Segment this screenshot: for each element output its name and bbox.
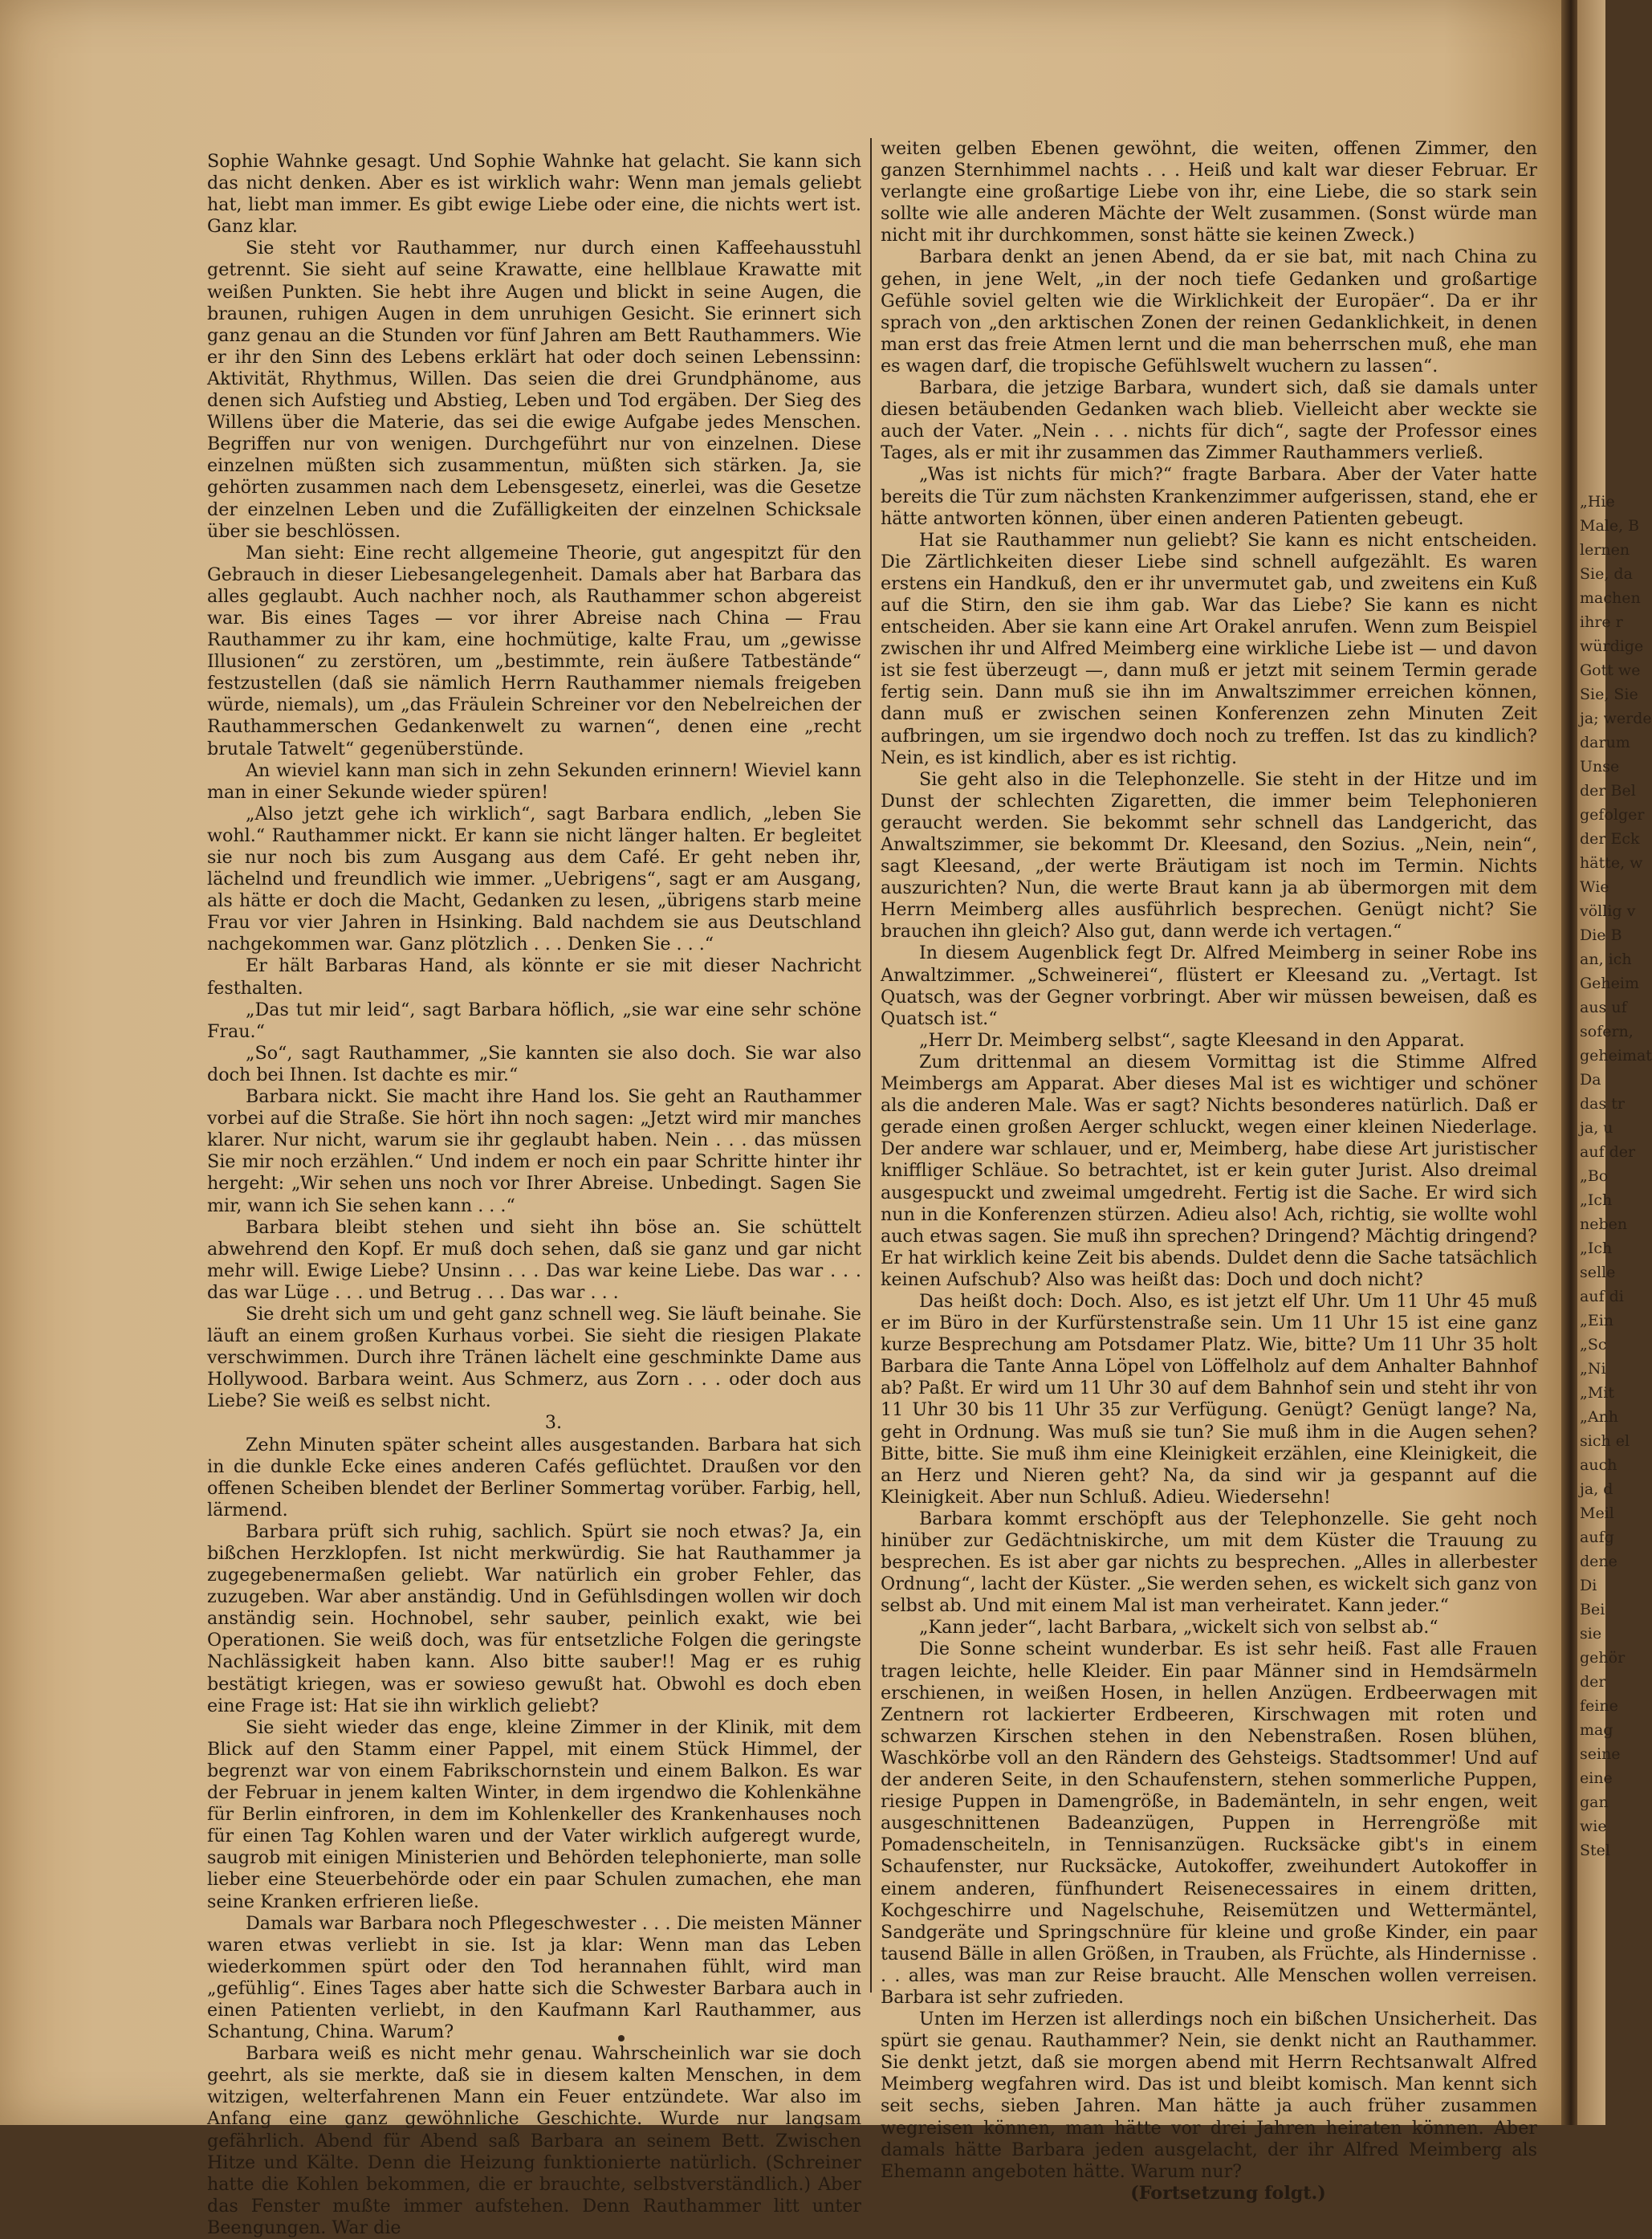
next-page-fragment: lernen <box>1580 541 1630 559</box>
right-text-column <box>881 138 1537 2204</box>
paragraph: Zum drittenmal an diesem Vormittag ist die Stimme Alfred Meimbergs am Apparat. Aber dieses Mal ist es wichtiger und schöner als die anderen Male. Was er sagt? Nichts besonderes natürlich. Daß er gerade einen großen Aerger schluckt, wegen einer kleinen Niederlage. Der andere war schlauer, und er, Meimberg, habe diese Art juristischer kniffliger Schläue. So betrachtet, ist er kein guter Jurist. Also dreimal ausgespuckt und zweimal umgedreht. Fertig ist die Sache. Er wird sich nun in die Konferenzen stürzen. Adieu also! Ach, richtig, sie wollte wohl auch etwas sagen. Sie muß ihn sprechen? Dringend? Mächtig dringend? Er hat wirklich keine Zeit bis abends. Duldet denn die Sache tatsächlich keinen Aufschub? Also was heißt das: Doch und doch nicht? <box>881 1051 1537 1290</box>
paragraph: Barbara weiß es nicht mehr genau. Wahrscheinlich war sie doch geehrt, als sie merkte, daß sie in diesem kalten Menschen, in dem witzigen, welterfahrenen Mann ein Feuer entzündete. War also im Anfang eine ganz gewöhnliche Geschichte. Wurde nur langsam gefährlich. Abend für Abend saß Barbara an seinem Bett. Zwischen Hitze und Kälte. Denn die Heizung funktionierte natürlich. (Schreiner hatte die Kohlen bekommen, die er brauchte, selbstverständlich.) Aber das Fenster mußte immer aufstehen. Denn Rauthammer litt unter Beengungen. War die <box>207 2043 861 2238</box>
paragraph: weiten gelben Ebenen gewöhnt, die weiten, offenen Zimmer, den ganzen Sternhimmel nachts . . . Heiß und kalt war dieser Februar. Er verlangte eine großartige Liebe von ihr, eine Liebe, die so stark sein sollte wie alle anderen Mächte der Welt zusammen. (Sonst würde man nicht mit ihr durchkommen, sonst hätte sie keinen Zweck.) <box>881 138 1537 246</box>
next-page-fragment: sofern, <box>1580 1023 1634 1040</box>
adjacent-page-edge <box>1577 0 1652 2125</box>
paragraph: Unten im Herzen ist allerdings noch ein bißchen Unsicherheit. Das spürt sie genau. Rauthammer? Nein, sie denkt nicht an Rauthammer. Sie denkt jetzt, daß sie morgen abend mit Herrn Rechtsanwalt Alfred Meimberg wegfahren wird. Das ist und bleibt komisch. Man kennt sich seit sechs, sieben Jahren. Man hätte ja auch früher zusammen wegreisen können, man hätte vor drei Jahren heiraten können. Aber damals hätte Barbara jeden ausgelacht, der ihr Alfred Meimberg als Ehemann angeboten hätte. Warum nur? <box>881 2009 1537 2182</box>
paragraph: Sie sieht wieder das enge, kleine Zimmer in der Klinik, mit dem Blick auf den Stamm einer Pappel, mit einem Stück Himmel, der begrenzt war von einem Fabrikschornstein und einem Balkon. Es war der Februar in jenem kalten Winter, in dem irgendwo die Kohlenkähne für Berlin einfroren, in dem im Kohlenkeller des Krankenhauses noch für einen Tag Kohlen waren und der Vater wirklich aufgeregt wurde, saugrob mit einigen Ministerien und Behörden telephonierte, man solle lieber eine Steuerbehörde oder ein paar Schulen zumachen, ehe man seine Kranken erfrieren ließe. <box>207 1716 861 1912</box>
paragraph: An wieviel kann man sich in zehn Sekunden erinnern! Wieviel kann man in einer Sekunde wieder spüren! <box>207 759 861 803</box>
next-page-fragment: „Ich <box>1580 1191 1613 1209</box>
next-page-fragment: seine <box>1580 1745 1621 1763</box>
next-page-fragment: „Mit <box>1580 1384 1615 1402</box>
next-page-fragment: an, ich <box>1580 951 1632 968</box>
paragraph: „So“, sagt Rauthammer, „Sie kannten sie also doch. Sie war also doch bei Ihnen. Ist dachte es mir.“ <box>207 1042 861 1085</box>
next-page-fragment: Gott we <box>1580 662 1641 679</box>
next-page-fragment: sich el <box>1580 1432 1630 1450</box>
section-number: 3. <box>544 1412 563 1434</box>
next-page-fragment: der <box>1580 1673 1606 1691</box>
paragraph: „Herr Dr. Meimberg selbst“, sagte Kleesand in den Apparat. <box>919 1029 1465 1051</box>
paragraph: Sie dreht sich um und geht ganz schnell weg. Sie läuft beinahe. Sie läuft an einem großen Kurhaus vorbei. Sie sieht die riesigen Plakate verschwimmen. Durch ihre Tränen lächelt eine geschminkte Dame aus Hollywood. Barbara weint. Aus Schmerz, aus Zorn . . . oder doch aus Liebe? Sie weiß es selbst nicht. <box>207 1303 861 1412</box>
paragraph: Die Sonne scheint wunderbar. Es ist sehr heiß. Fast alle Frauen tragen leichte, helle Kleider. Ein paar Männer sind in Hemdsärmeln erschienen, in weißen Hosen, in hellen Anzügen. Erdbeerwagen mit Zentnern rot lackierter Erdbeeren, Kirschwagen mit roten und schwarzen Kirschen stehen in den Nebenstraßen. Rosen blühen, Waschkörbe voll an den Rändern des Gehsteigs. Stadtsommer! Und auf der anderen Seite, in den Schaufenstern, stehen sommerliche Puppen, riesige Puppen in Damengröße, in Bademänteln, in sehr engen, weit ausgeschnittenen Badeanzügen, Puppen in Herrengröße mit Pomadenscheiteln, in Tennisanzügen. Rucksäcke gibt's in einem Schaufenster, nur Rucksäcke, Autokoffer, zweihundert Autokoffer in einem anderen, fünfhundert Reisenecessaires in einem dritten, Kochgeschirre und Nagelschuhe, Reisemützen und Wettermäntel, Sandgeräte und Springschnüre für kleine und große Kinder, ein paar tausend Bälle in allen Größen, in Trauben, als Früchte, als Hindernisse . . . alles, was man zur Reise braucht. Alle Menschen wollen verreisen. Barbara ist sehr zufrieden. <box>881 1639 1537 2008</box>
next-page-fragment: sie <box>1580 1625 1602 1643</box>
paragraph: Barbara denkt an jenen Abend, da er sie bat, mit nach China zu gehen, in jene Welt, „in der noch tiefe Gedanken und großartige Gefühle soviel gelten wie die Wirklichkeit der Europäer“. Da er ihr sprach von „den arktischen Zonen der reinen Gedanklichkeit, in denen man erst das freie Atmen lernt und die man beherrschen muß, ehe man es wagen darf, die tropische Gefühlswelt wuchern zu lassen“. <box>881 246 1537 377</box>
next-page-fragment: gehör <box>1580 1649 1626 1667</box>
paragraph: Sie steht vor Rauthammer, nur durch einen Kaffeehausstuhl getrennt. Sie sieht auf seine Krawatte, eine hellblaue Krawatte mit weißen Punkten. Sie hebt ihre Augen und blickt in seine Augen, die braunen, ruhigen Augen in dem unruhigen Gesicht. Sie erinnert sich ganz genau an die Stunden vor fünf Jahren am Bett Rauthammers. Wie er ihr den Sinn des Lebens erklärt hat oder doch seinen Lebenssinn: Aktivität, Rhythmus, Willen. Das seien die drei Grundphänome, aus denen sich Aufstieg und Abstieg, Leben und Tod ergäben. Der Sieg des Willens über die Materie, das sei die ewige Aufgabe jedes Menschen. Begriffen nur von wenigen. Durchgeführt nur von einzelnen. Diese einzelnen müßten sich zusammentun, müßten sich stärken. Ja, sie gehörten zusammen nach dem Lebensgesetz, einerlei, was die Gesetze der einzelnen Leben und die Zufälligkeiten der einzelnen Schicksale über sie beschlössen. <box>207 238 861 542</box>
next-page-fragment: Bei <box>1580 1601 1605 1618</box>
next-page-fragment: würdige <box>1580 637 1644 655</box>
next-page-fragment: auf di <box>1580 1288 1624 1305</box>
next-page-fragment: Sie, da <box>1580 565 1633 583</box>
next-page-fragment: Male, B <box>1580 517 1640 535</box>
next-page-fragment: aufg <box>1580 1529 1614 1546</box>
paragraph: Man sieht: Eine recht allgemeine Theorie, gut angespitzt für den Gebrauch in dieser Liebesangelegenheit. Damals aber hat Barbara das alles geglaubt. Auch nachher noch, als Rauthammer schon abgereist war. Bis eines Tages — vor ihrer Abreise nach China — Frau Rauthammer zu ihr kam, eine hochmütige, kalte Frau, um „gewisse Illusionen“ zu zerstören, um „bestimmte, rein äußere Tatbestände“ festzustellen (daß sie nämlich Herrn Rauthammer niemals freigeben würde, niemals), um „das Fräulein Schreiner vor den Nebelreichen der Rauthammerschen Gedankenwelt zu warnen“, denen eine „recht brutale Tatwelt“ gegenüberstünde. <box>207 542 861 759</box>
next-page-fragment: gefolger <box>1580 806 1645 824</box>
next-page-fragment: geheimat <box>1580 1047 1652 1065</box>
ink-spot <box>618 2035 625 2042</box>
continued-note: (Fortsetzung folgt.) <box>1130 2182 1326 2204</box>
next-page-fragment: das tr <box>1580 1095 1625 1113</box>
next-page-fragment: ja, d <box>1580 1480 1613 1498</box>
paragraph: „Kann jeder“, lacht Barbara, „wickelt sich von selbst ab.“ <box>919 1617 1438 1639</box>
column-divider <box>870 138 872 1993</box>
paragraph: Zehn Minuten später scheint alles ausgestanden. Barbara hat sich in die dunkle Ecke eines anderen Cafés geflüchtet. Draußen vor den offenen Scheiben blendet der Berliner Sommertag vorüber. Farbig, hell, lärmend. <box>207 1434 861 1520</box>
paragraph: Sophie Wahnke gesagt. Und Sophie Wahnke hat gelacht. Sie kann sich das nicht denken. Aber es ist wirklich wahr: Wenn man jemals geliebt hat, liebt man immer. Es gibt ewige Liebe oder eine, die nichts wert ist. Ganz klar. <box>207 151 861 238</box>
next-page-fragment: Stel <box>1580 1842 1610 1859</box>
next-page-fragment: dene <box>1580 1553 1617 1570</box>
paragraph: „Also jetzt gehe ich wirklich“, sagt Barbara endlich, „leben Sie wohl.“ Rauthammer nickt. Er kann sie nicht länger halten. Er begleitet sie nur noch bis zum Ausgang aus dem Café. Er geht neben ihr, lächelnd und freundlich wie immer. „Uebrigens“, sagt er am Ausgang, als hätte er doch die Macht, Gedanken zu lesen, „übrigens starb meine Frau vor vier Jahren in Hsinking. Bald nachdem sie aus Deutschland nachgekommen war. Ganz plötzlich . . . Denken Sie . . .“ <box>207 803 861 955</box>
next-page-fragment: ja, u <box>1580 1119 1613 1137</box>
paragraph: Barbara kommt erschöpft aus der Telephonzelle. Sie geht noch hinüber zur Gedächtniskirche, um mit dem Küster die Trauung zu besprechen. Es ist aber gar nichts zu besprechen. „Alles in allerbester Ordnung“, lacht der Küster. „Sie werden sehen, es wickelt sich ganz von selbst ab. Und mit einem Mal ist man verheiratet. Kann jeder.“ <box>881 1508 1537 1617</box>
paragraph: Damals war Barbara noch Pflegeschwester . . . Die meisten Männer waren etwas verliebt in sie. Ist ja klar: Wenn man das Leben wiederkommen spürt oder den Tod herannahen fühlt, wird man „gefühlig“. Eines Tages aber hatte sich die Schwester Barbara auch in einen Patienten verliebt, in den Kaufmann Karl Rauthammer, aus Schantung, China. Warum? <box>207 1912 861 2043</box>
next-page-fragment: der Eck <box>1580 830 1640 848</box>
next-page-fragment: ihre r <box>1580 613 1623 631</box>
next-page-fragment: „Ich <box>1580 1240 1613 1257</box>
next-page-fragment: feine <box>1580 1697 1618 1715</box>
paragraph: „Was ist nichts für mich?“ fragte Barbara. Aber der Vater hatte bereits die Tür zum nächsten Krankenzimmer aufgerissen, stand, ehe er hätte antworten können, über einen anderen Patienten gebeugt. <box>881 464 1537 529</box>
next-page-fragment: der Bel <box>1580 782 1636 800</box>
next-page-fragment: auf der <box>1580 1143 1636 1161</box>
paragraph: Hat sie Rauthammer nun geliebt? Sie kann es nicht entscheiden. Die Zärtlichkeiten dieser Liebe sind schnell aufgezählt. Es waren erstens ein Handkuß, den er ihr unvermutet gab, und zweitens ein Kuß auf die Stirn, den sie ihm gab. War das Liebe? Sie kann es nicht entscheiden. Aber sie kann eine Art Orakel anrufen. Wenn zum Beispiel zwischen ihr und Alfred Meimberg eine wirkliche Liebe ist — und davon ist sie fest überzeugt —, dann muß er jetzt mit seinem Termin gerade fertig sein. Dann muß sie ihn im Anwaltszimmer erreichen können, dann muß er zwischen seinen Konferenzen zehn Minuten Zeit aufbringen, um sie irgendwo doch noch zu treffen. Ist das zu kindlich? Nein, es ist kindlich, aber es ist richtig. <box>881 529 1537 768</box>
next-page-fragment: völlig v <box>1580 902 1636 920</box>
next-page-fragment: Geheim <box>1580 975 1639 992</box>
paragraph: Barbara nickt. Sie macht ihre Hand los. Sie geht an Rauthammer vorbei auf die Straße. Sie hört ihn noch sagen: „Jetzt wird mir manches klarer. Nur nicht, warum sie ihr geglaubt haben. Nein . . . das müssen Sie mir noch erzählen.“ Und indem er noch ein paar Schritte hinter ihr hergeht: „Wir sehen uns noch vor Ihrer Abreise. Unbedingt. Sagen Sie mir, wann ich Sie sehen kann . . .“ <box>207 1086 861 1216</box>
next-page-fragment: eine <box>1580 1769 1613 1787</box>
next-page-fragment: Die B <box>1580 926 1622 944</box>
paragraph: Barbara, die jetzige Barbara, wundert sich, daß sie damals unter diesen betäubenden Gedanken wach blieb. Vielleicht aber weckte sie auch der Vater. „Nein . . . nichts für dich“, sagte der Professor eines Tages, als er mit ihr zusammen das Zimmer Rauthammers verließ. <box>881 377 1537 464</box>
paragraph: In diesem Augenblick fegt Dr. Alfred Meimberg in seiner Robe ins Anwaltzimmer. „Schweinerei“, flüstert er Kleesand zu. „Vertagt. Ist Quatsch, was der Gegner vorbringt. Aber wir müssen beweisen, daß es Quatsch ist.“ <box>881 942 1537 1029</box>
next-page-fragment: Unse <box>1580 758 1620 776</box>
next-page-fragment: „Hie <box>1580 493 1615 511</box>
next-page-fragment: Wie <box>1580 878 1609 896</box>
next-page-fragment: neben <box>1580 1215 1628 1233</box>
book-gutter <box>1561 0 1577 2125</box>
next-page-fragment: wie <box>1580 1818 1607 1835</box>
next-page-fragment: „Sc <box>1580 1336 1607 1354</box>
next-page-fragment: auch <box>1580 1456 1617 1474</box>
next-page-fragment: ja; werde <box>1580 710 1652 727</box>
next-page-fragment: aus uf <box>1580 999 1627 1016</box>
next-page-fragment: Sie, Sie <box>1580 686 1638 703</box>
next-page-fragment: gan <box>1580 1793 1609 1811</box>
paragraph: Das heißt doch: Doch. Also, es ist jetzt elf Uhr. Um 11 Uhr 45 muß er im Büro in der Kurfürstenstraße sein. Um 11 Uhr 15 ist eine ganz kurze Besprechung am Potsdamer Platz. Wie, bitte? Um 11 Uhr 35 holt Barbara die Tante Anna Löpel von Löffelholz auf dem Anhalter Bahnhof ab? Paßt. Er wird um 11 Uhr 30 auf dem Bahnhof sein und steht ihr von 11 Uhr 30 bis 11 Uhr 35 zur Verfügung. Genügt? Genügt lange? Na, geht in Ordnung. Was muß sie tun? Sie muß ihm in die Augen sehen? Bitte, bitte. Sie muß ihm eine Kleinigkeit erzählen, eine Kleinigkeit, die an Herz und Nieren geht? Na, da sind wir ja gespannt auf die Kleinigkeit. Aber nun Schluß. Adieu. Wiedersehn! <box>881 1290 1537 1508</box>
next-page-fragment: „Anh <box>1580 1408 1619 1426</box>
next-page-fragment: machen <box>1580 589 1641 607</box>
paragraph: Er hält Barbaras Hand, als könnte er sie mit dieser Nachricht festhalten. <box>207 955 861 999</box>
next-page-fragment: mag <box>1580 1721 1613 1739</box>
next-page-fragment: „Ein <box>1580 1312 1614 1329</box>
next-page-fragment: Da <box>1580 1071 1601 1089</box>
next-page-fragment: hätte, w <box>1580 854 1643 872</box>
next-page-fragment: „Bo <box>1580 1167 1609 1185</box>
left-text-column <box>207 151 861 2239</box>
paragraph: Barbara prüft sich ruhig, sachlich. Spürt sie noch etwas? Ja, ein bißchen Herzklopfen. Ist nicht merkwürdig. Sie hat Rauthammer ja zugegebenermaßen geliebt. War natürlich ein grober Fehler, das zuzugeben. War aber anständig. Und in Gefühlsdingen wollen wir doch anständig sein. Hochnobel, sehr sauber, peinlich exakt, wie bei Operationen. Sie weiß doch, was für entsetzliche Folgen die geringste Nachlässigkeit haben kann. Also bitte sauber!! Mag er es ruhig bestätigt kriegen, was er sowieso gewußt hat. Obwohl es doch eben eine Frage ist: Hat sie ihn wirklich geliebt? <box>207 1520 861 1716</box>
paragraph: Sie geht also in die Telephonzelle. Sie steht in der Hitze und im Dunst der schlechten Zigaretten, die immer beim Telephonieren geraucht werden. Sie bekommt sehr schnell das Landgericht, das Anwaltszimmer, sie bekommt Dr. Kleesand, den Sozius. „Nein, nein“, sagt Kleesand, „der werte Bräutigam ist noch im Termin. Nichts auszurichten? Nun, die werte Braut kann ja ab übermorgen mit dem Herrn Meimberg alles ausführlich besprechen. Genügt nicht? Sie brauchen ihn gleich? Also gut, dann werde ich vertagen.“ <box>881 768 1537 942</box>
next-page-fragment: darum <box>1580 734 1630 751</box>
next-page-fragment: Meil <box>1580 1504 1614 1522</box>
paragraph: „Das tut mir leid“, sagt Barbara höflich, „sie war eine sehr schöne Frau.“ <box>207 999 861 1042</box>
next-page-fragment: „Ni <box>1580 1360 1606 1378</box>
next-page-fragment: selle <box>1580 1264 1616 1281</box>
next-page-fragment: Di <box>1580 1577 1597 1594</box>
paragraph: Barbara bleibt stehen und sieht ihn böse an. Sie schüttelt abwehrend den Kopf. Er muß doch sehen, daß sie ganz und gar nicht mehr will. Ewige Liebe? Unsinn . . . Das war keine Liebe. Das war . . . das war Lüge . . . und Betrug . . . Das war . . . <box>207 1216 861 1303</box>
